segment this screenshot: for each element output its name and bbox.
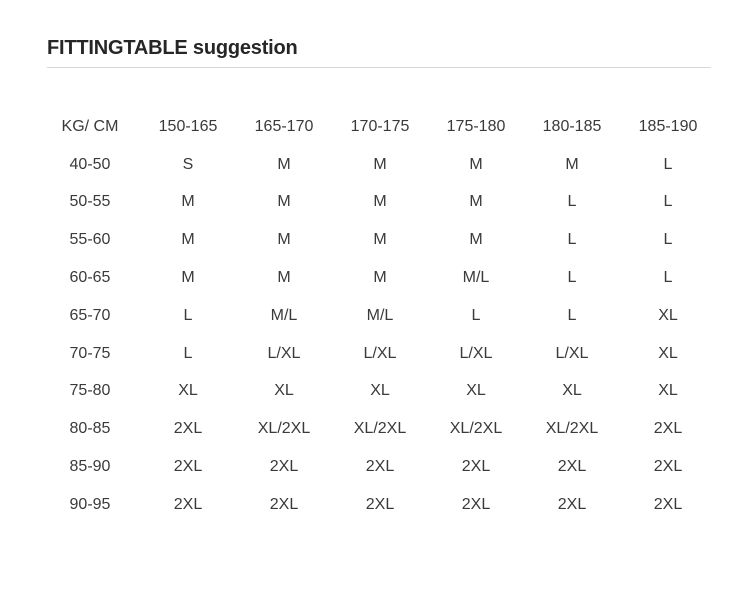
- size-cell: M: [469, 155, 483, 173]
- size-cell: M: [373, 269, 387, 287]
- size-cell: L: [663, 231, 673, 249]
- size-cell: 2XL: [269, 495, 299, 513]
- size-cell: 2XL: [653, 420, 683, 438]
- size-cell: 2XL: [365, 458, 395, 476]
- size-cell: XL: [658, 344, 678, 362]
- size-cell: XL/2XL: [449, 420, 503, 438]
- size-cell: XL: [178, 382, 198, 400]
- table-row: [40, 184, 716, 222]
- size-cell: L: [471, 306, 481, 324]
- column-header-height-range: 165-170: [254, 117, 314, 135]
- size-cell: M/L: [462, 269, 490, 287]
- size-cell: XL: [562, 382, 582, 400]
- table-row: [40, 410, 716, 448]
- size-cell: L: [663, 193, 673, 211]
- size-cell: M: [181, 231, 195, 249]
- size-cell: L: [663, 269, 673, 287]
- size-cell: 2XL: [173, 420, 203, 438]
- size-cell: L: [663, 155, 673, 173]
- size-cell: 2XL: [269, 458, 299, 476]
- row-header-weight-range: 50-55: [69, 193, 111, 211]
- size-cell: M: [277, 193, 291, 211]
- size-cell: M: [181, 269, 195, 287]
- size-cell: XL: [370, 382, 390, 400]
- size-cell: M: [373, 155, 387, 173]
- size-cell: L/XL: [267, 344, 301, 362]
- size-cell: XL: [658, 306, 678, 324]
- row-header-weight-range: 55-60: [69, 231, 111, 249]
- size-cell: M: [373, 193, 387, 211]
- size-cell: XL: [658, 382, 678, 400]
- size-cell: M/L: [366, 306, 394, 324]
- size-cell: M: [277, 269, 291, 287]
- size-cell: M: [469, 193, 483, 211]
- size-cell: M: [469, 231, 483, 249]
- size-cell: 2XL: [557, 458, 587, 476]
- table-row: [40, 297, 716, 335]
- row-header-weight-range: 60-65: [69, 269, 111, 287]
- size-cell: M: [373, 231, 387, 249]
- table-row: [40, 259, 716, 297]
- column-header-height-range: 180-185: [542, 117, 602, 135]
- table-row: [40, 373, 716, 411]
- table-row: [40, 335, 716, 373]
- table-row: [40, 486, 716, 524]
- row-header-weight-range: 75-80: [69, 382, 111, 400]
- size-cell: L: [567, 306, 577, 324]
- row-header-weight-range: 85-90: [69, 458, 111, 476]
- size-cell: 2XL: [461, 495, 491, 513]
- size-cell: 2XL: [653, 495, 683, 513]
- size-cell: M: [181, 193, 195, 211]
- column-header-height-range: 170-175: [350, 117, 410, 135]
- size-cell: L/XL: [555, 344, 589, 362]
- row-header-weight-range: 65-70: [69, 306, 111, 324]
- size-cell: M: [277, 231, 291, 249]
- column-header-height-range: 185-190: [638, 117, 698, 135]
- size-cell: XL: [274, 382, 294, 400]
- size-cell: S: [182, 155, 194, 173]
- table-row: [40, 448, 716, 486]
- page-title: FITTINGTABLE suggestion: [47, 37, 298, 59]
- size-cell: XL/2XL: [257, 420, 311, 438]
- row-header-weight-range: 80-85: [69, 420, 111, 438]
- corner-header-kg-cm: KG/ CM: [61, 117, 119, 135]
- table-row: [40, 221, 716, 259]
- size-cell: 2XL: [173, 458, 203, 476]
- size-cell: XL/2XL: [545, 420, 599, 438]
- size-cell: L/XL: [459, 344, 493, 362]
- size-cell: L: [567, 193, 577, 211]
- size-cell: XL/2XL: [353, 420, 407, 438]
- size-cell: XL: [466, 382, 486, 400]
- size-cell: L/XL: [363, 344, 397, 362]
- size-cell: M: [565, 155, 579, 173]
- column-header-height-range: 175-180: [446, 117, 506, 135]
- row-header-weight-range: 40-50: [69, 155, 111, 173]
- size-cell: 2XL: [461, 458, 491, 476]
- size-chart-table: [40, 108, 716, 524]
- size-cell: L: [567, 231, 577, 249]
- size-cell: M/L: [270, 306, 298, 324]
- size-cell: 2XL: [173, 495, 203, 513]
- row-header-weight-range: 90-95: [69, 495, 111, 513]
- size-cell: 2XL: [653, 458, 683, 476]
- size-cell: L: [183, 344, 193, 362]
- row-header-weight-range: 70-75: [69, 344, 111, 362]
- size-cell: 2XL: [557, 495, 587, 513]
- header-row: [40, 108, 716, 146]
- size-cell: L: [567, 269, 577, 287]
- size-cell: M: [277, 155, 291, 173]
- table-row: [40, 146, 716, 184]
- size-cell: 2XL: [365, 495, 395, 513]
- size-cell: L: [183, 306, 193, 324]
- column-header-height-range: 150-165: [158, 117, 218, 135]
- title-divider: [47, 67, 711, 68]
